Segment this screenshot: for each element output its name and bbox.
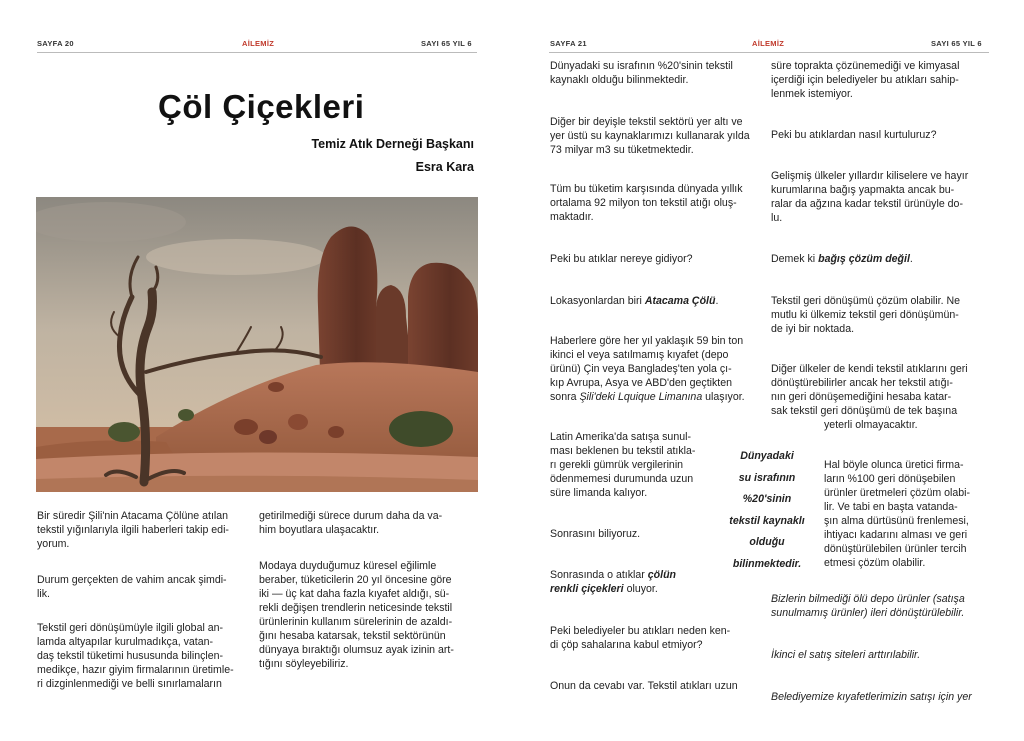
text-span: . — [715, 295, 719, 307]
right-magazine-name: AİLEMİZ — [752, 39, 785, 48]
text-line: lir. Ve tabi en başta vatanda- — [824, 501, 958, 513]
text-line: ri dizginlenmediği ve belli sınırlamaların — [37, 678, 222, 690]
text-line: şın alma dürtüsünü frenlemesi, — [824, 515, 969, 527]
text-line: ürünler üretmeleri çözüm olabi- — [824, 487, 971, 499]
right-page-number: SAYFA 21 — [550, 39, 587, 48]
text-line: him boyutlara ulaşacaktır. — [259, 524, 380, 536]
text-line: kaynaklı olduğu bilinmektedir. — [550, 74, 689, 86]
text-line: Bir süredir Şili'nin Atacama Çölüne atılan — [37, 510, 229, 522]
text-line: ürünü) Çin veya Bangladeş'ten yola çı- — [550, 363, 732, 375]
text-line: Peki belediyeler bu atıkları neden ken- — [550, 625, 731, 637]
paragraph — [771, 294, 991, 336]
text-line: ihtiyacı kadarını alması ve geri — [824, 529, 968, 541]
text-line: yeterli olmayacaktır. — [824, 419, 918, 431]
text-span: Lokasyonlardan biri — [550, 295, 645, 307]
text-line: ğını hesaba katarsak, tekstil sektörünün — [259, 630, 446, 642]
text-span: oluyor. — [623, 583, 658, 595]
text-line: ortalama 92 milyon ton tekstil atığı oluş- — [550, 197, 737, 209]
text-line: di çöp sahalarına kabul etmiyor? — [550, 639, 703, 651]
left-issue-label: SAYI 65 YIL 6 — [421, 39, 472, 48]
text-line: beraber, tüketicilerin 20 yıl öncesine göre — [259, 574, 452, 586]
text-line: iki — üç kat daha fazla kıyafet aldığı, sü- — [259, 588, 450, 600]
pull-quote-line: Dünyadaki — [740, 450, 794, 462]
paragraph — [550, 182, 770, 224]
text-line: dünyaya bıraktığı olumsuz ayak izinin art- — [259, 644, 454, 656]
text-line: Haberlere göre her yıl yaklaşık 59 bin ton — [550, 335, 744, 347]
text-line: dönüştürülebilen ürünler tercih — [824, 543, 967, 555]
text-line: yorum. — [37, 538, 70, 550]
text-line: içerdiği için belediyeler bu atıkları sahip- — [771, 74, 959, 86]
text-line: sak tekstil geri dönüşümü de tek başına — [771, 405, 958, 417]
pull-quote-line: su israfının — [738, 471, 796, 484]
text-line: Modaya duyduğumuz küresel eğilimle — [259, 560, 437, 572]
author-name: Esra Kara — [415, 160, 474, 174]
text-span: . — [909, 253, 913, 265]
text-line: tığını söyleyebiliriz. — [259, 658, 349, 670]
paragraph — [550, 430, 720, 500]
paragraph — [550, 624, 770, 652]
text-line: Tüm bu tüketim karşısında dünyada yıllık — [550, 183, 743, 195]
text-line: rı gerekli gümrük vergilerinin — [550, 459, 684, 471]
text-line: Latin Amerika'da satışa sunul- — [550, 431, 691, 443]
text-line: daş tekstil tüketimi hususunda bilinçlen- — [37, 650, 224, 662]
text-line: ödenmemesi durumunda uzun — [550, 473, 694, 485]
article-title: Çöl Çiçekleri — [158, 88, 365, 125]
left-magazine-name: AİLEMİZ — [242, 39, 275, 48]
right-header-rule — [549, 52, 989, 53]
paragraph — [771, 169, 991, 225]
text-line: sunulmamış ürünler) ileri dönüştürülebilir. — [771, 607, 965, 619]
pull-quote — [717, 446, 817, 575]
pull-quote-line: bilinmektedir. — [732, 557, 802, 570]
pull-quote-line: %20'sinin — [742, 493, 792, 505]
emphasis-text: Şili'deki Lquique Limanına — [579, 391, 703, 403]
paragraph — [824, 458, 994, 570]
text-line: ikinci el veya satılmamış kıyafet (depo — [550, 349, 729, 361]
text-line: maktadır. — [550, 211, 594, 223]
left-column-2 — [259, 509, 477, 671]
emphasis-text: bağış çözüm değil — [818, 253, 910, 265]
text-span: Demek ki — [771, 253, 819, 265]
text-line: tekstil yığınlarıyla ilgili haberleri takip edi- — [37, 524, 229, 536]
paragraph: Sonrasını biliyoruz. — [550, 528, 641, 540]
paragraph: Peki bu atıklardan nasıl kurtuluruz? — [771, 129, 937, 141]
paragraph — [550, 59, 770, 87]
text-line: 73 milyar m3 su tüketmektedir. — [550, 144, 694, 156]
paragraph — [37, 509, 255, 551]
paragraph — [37, 621, 255, 691]
paragraph — [37, 573, 255, 601]
text-line: ması beklenen bu tekstil atıkla- — [550, 445, 696, 457]
text-line: Durum gerçekten de vahim ancak şimdi- — [37, 574, 227, 586]
paragraph — [550, 568, 725, 596]
text-line: süre limanda kalıyor. — [550, 487, 648, 499]
text-line: kıp Avrupa, Asya ve ABD'den geçtikten — [550, 377, 733, 389]
paragraph: Peki bu atıklar nereye gidiyor? — [550, 253, 693, 265]
text-line: nın geri dönüşemediğini hesaba katar- — [771, 391, 952, 403]
text-line: ürünlerinin kullanım sürelerinin de azaldı- — [259, 616, 453, 628]
paragraph — [259, 509, 477, 537]
text-line: ların %100 geri dönüşebilen — [824, 473, 956, 485]
left-header-rule — [37, 52, 477, 53]
emphasis-text: renkli çiçekleri — [550, 583, 624, 595]
paragraph — [771, 592, 991, 620]
paragraph — [550, 334, 770, 404]
paragraph: Onun da cevabı var. Tekstil atıkları uzun — [550, 680, 738, 692]
text-line: Hal böyle olunca üretici firma- — [824, 459, 964, 471]
text-line: medikçe, hazır giyim firmalarının üretimle- — [37, 664, 234, 676]
text-line: lenmek istemiyor. — [771, 88, 853, 100]
left-column-1 — [37, 509, 255, 691]
text-line: Gelişmiş ülkeler yıllardır kiliselere ve hayır — [771, 170, 969, 182]
text-line — [550, 582, 725, 596]
text-line: kurumlarına bağış yapmakta ancak bu- — [771, 184, 955, 196]
text-line — [550, 390, 770, 404]
text-line: Diğer bir deyişle tekstil sektörü yer altı ve — [550, 116, 743, 128]
text-line: Tekstil geri dönüşümüyle ilgili global an- — [37, 622, 224, 634]
pull-quote-line: tekstil kaynaklı — [729, 514, 805, 527]
paragraph: İkinci el satış siteleri arttırılabilir. — [771, 649, 921, 661]
right-issue-label: SAYI 65 YIL 6 — [931, 39, 982, 48]
paragraph — [771, 362, 991, 432]
text-line: lu. — [771, 212, 783, 224]
pull-quote-line: olduğu — [749, 536, 785, 548]
paragraph — [771, 252, 991, 266]
text-line: Tekstil geri dönüşümü çözüm olabilir. Ne — [771, 295, 961, 307]
text-line — [550, 568, 725, 582]
paragraph: Belediyemize kıyafetlerimizin satışı için yer — [771, 691, 972, 703]
text-line: rekli değişen trendlerin neticesinde tekstil — [259, 602, 453, 614]
text-line: ralar da ağzına kadar tekstil ürünüyle do- — [771, 198, 963, 210]
paragraph — [259, 559, 477, 671]
text-line: Dünyadaki su israfının %20'sinin tekstil — [550, 60, 733, 72]
paragraph — [771, 59, 991, 101]
text-span: Sonrasında o atıklar — [550, 569, 648, 581]
text-line: lamda altyapılar kurulmadıkça, vatan- — [37, 636, 214, 648]
left-page-number: SAYFA 20 — [37, 39, 74, 48]
text-line: Diğer ülkeler de kendi tekstil atıklarını geri — [771, 363, 968, 375]
text-line: de iyi bir noktada. — [771, 323, 855, 335]
emphasis-text: Atacama Çölü — [644, 295, 716, 307]
text-line: mutlu ki ülkemiz tekstil geri dönüşümün- — [771, 309, 959, 321]
text-span: sonra — [550, 391, 580, 403]
emphasis-text: çölün — [647, 569, 677, 581]
paragraph — [550, 115, 770, 157]
text-span: ulaşıyor. — [702, 391, 745, 403]
text-line: getirilmediği sürece durum daha da va- — [259, 510, 443, 522]
text-line: süre toprakta çözünemediği ve kimyasal — [771, 60, 960, 72]
desert-photo — [36, 197, 478, 492]
text-line: Bizlerin bilmediği ölü depo ürünler (satışa — [771, 593, 965, 605]
text-line: dönüştürebilirler ancak her tekstil atığı- — [771, 377, 953, 389]
paragraph — [550, 294, 770, 308]
text-line: yer üstü su kaynaklarımızı kullanarak yılda — [550, 130, 750, 142]
author-role: Temiz Atık Derneği Başkanı — [311, 137, 474, 151]
desert-photo-illustration — [36, 197, 478, 492]
text-line: lik. — [37, 588, 50, 600]
text-line: etmesi çözüm olabilir. — [824, 557, 926, 569]
